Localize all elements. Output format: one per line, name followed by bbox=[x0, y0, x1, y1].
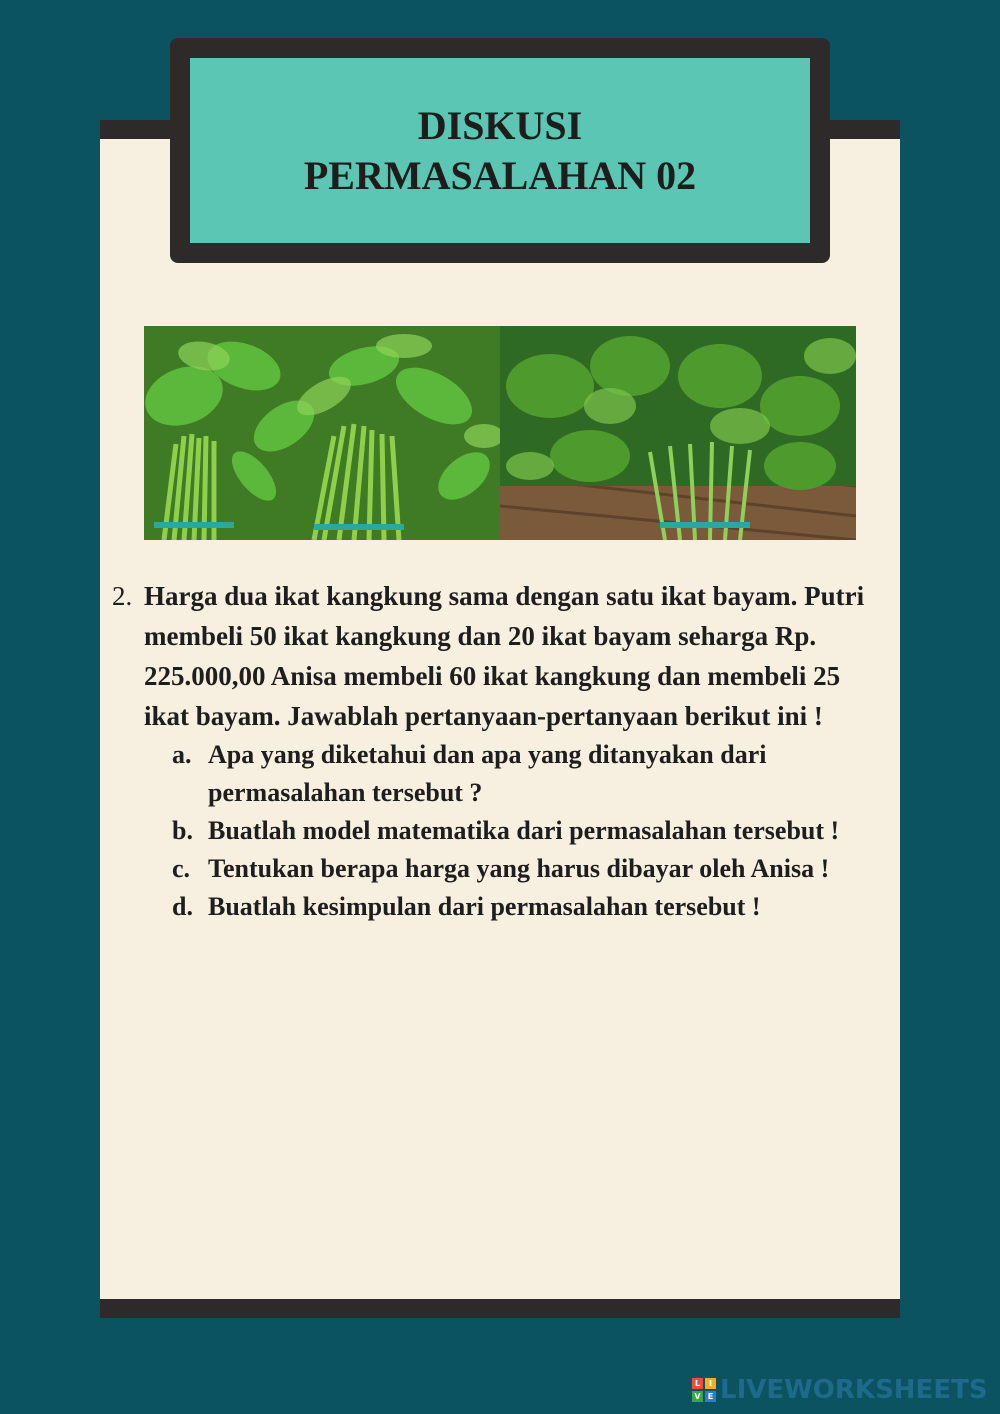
kangkung-photo bbox=[144, 326, 500, 540]
liveworksheets-logo-text: LIVEWORKSHEETS bbox=[720, 1375, 988, 1405]
sub-question-a bbox=[172, 736, 872, 812]
sub-question-text: Buatlah model matematika dari permasalahan tersebut ! bbox=[208, 816, 840, 845]
question-text: Harga dua ikat kangkung sama dengan satu ikat bayam. Putri membeli 50 ikat kangkung dan 20 ikat bayam seharga Rp. 225.000,00 Anisa membeli 60 ikat kangkung dan membeli 25 ikat bayam. Jawablah pertanyaan-pertanyaan berikut ini ! bbox=[144, 581, 865, 731]
logo-letter: E bbox=[705, 1391, 716, 1402]
sub-question-b bbox=[172, 812, 872, 850]
logo-letter: V bbox=[692, 1391, 703, 1402]
question-number: 2. bbox=[112, 581, 133, 611]
title-line-2: PERMASALAHAN 02 bbox=[303, 152, 697, 198]
liveworksheets-logo[interactable] bbox=[692, 1377, 988, 1403]
sub-question-letter: c. bbox=[172, 854, 191, 883]
question-2 bbox=[112, 576, 872, 926]
sub-question-d bbox=[172, 888, 872, 926]
sub-question-letter: d. bbox=[172, 892, 193, 921]
logo-letter: L bbox=[692, 1378, 703, 1389]
sub-question-c bbox=[172, 850, 872, 888]
sub-question-letter: a. bbox=[172, 740, 192, 769]
question-stem bbox=[112, 576, 872, 736]
sub-question-text: Apa yang diketahui dan apa yang ditanyakan dari permasalahan tersebut ? bbox=[208, 740, 767, 807]
title-frame bbox=[170, 38, 830, 263]
sub-question-list bbox=[112, 736, 872, 926]
sub-question-text: Buatlah kesimpulan dari permasalahan tersebut ! bbox=[208, 892, 761, 921]
title-box bbox=[190, 58, 810, 243]
logo-letter: I bbox=[705, 1378, 716, 1389]
sub-question-letter: b. bbox=[172, 816, 193, 845]
bayam-photo bbox=[500, 326, 856, 540]
sub-question-text: Tentukan berapa harga yang harus dibayar oleh Anisa ! bbox=[208, 854, 830, 883]
liveworksheets-logo-icon bbox=[692, 1378, 716, 1402]
title-line-1: DISKUSI bbox=[417, 102, 583, 148]
